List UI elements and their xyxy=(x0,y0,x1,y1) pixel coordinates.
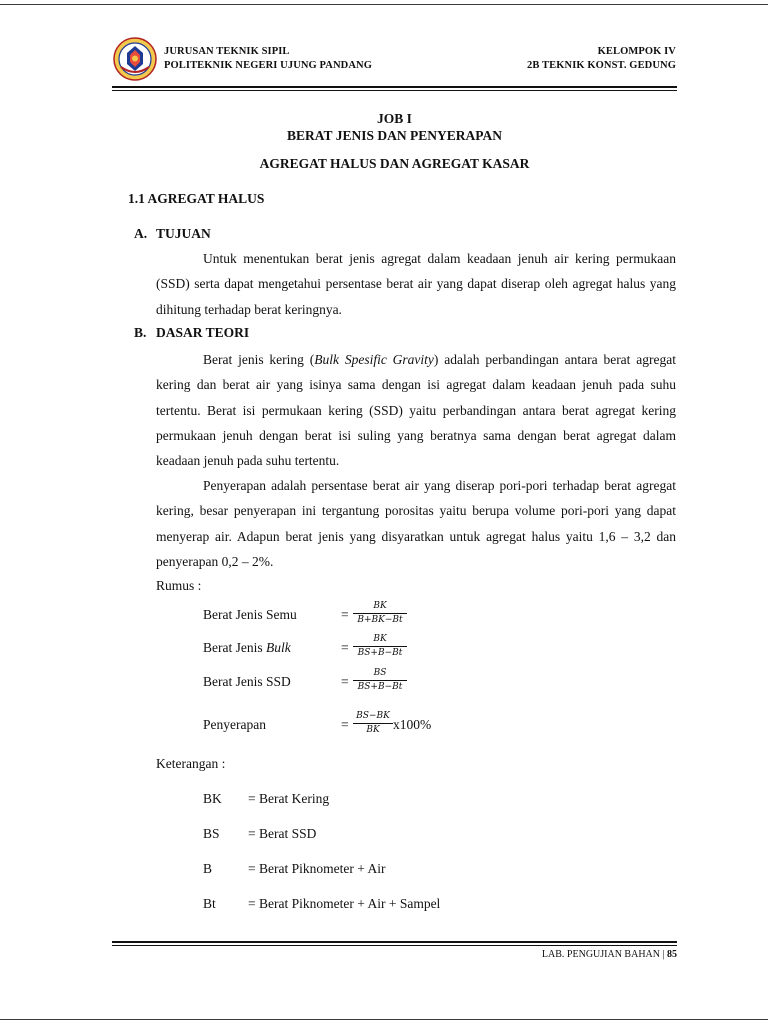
footer-lab-name: LAB. PENGUJIAN BAHAN xyxy=(541,949,660,960)
numerator: BK xyxy=(353,634,407,647)
legend-definition: = Berat Kering xyxy=(248,791,330,806)
section-title: TUJUAN xyxy=(156,226,211,241)
section-heading-dasar-teori xyxy=(134,325,249,341)
denominator: BS+B−Bt xyxy=(357,682,403,692)
numerator: BK xyxy=(353,601,407,614)
formula-label-semu: Berat Jenis Semu xyxy=(203,607,297,622)
section-heading-tujuan xyxy=(134,226,211,242)
page-number: 85 xyxy=(667,949,677,960)
paragraph-penyerapan: Penyerapan adalah persentase berat air yang diserap pori-pori terhadap berat agregat kering, besar penyerapan ini tergantung porositas yaitu berupa volume pori-pori yang dapat menyerap air. Adapun berat jenis yang disyaratkan untuk agregat halus yaitu 1,6 – 3,2 dan penyerapan 0,2 – 2%. xyxy=(156,478,676,569)
legend-definition: = Berat SSD xyxy=(248,826,317,841)
legend-abbr: BK xyxy=(203,791,222,806)
header-school: POLITEKNIK NEGERI UJUNG PANDANG xyxy=(164,60,372,71)
paragraph-tujuan: Untuk menentukan berat jenis agregat dalam keadaan jenuh air kering permukaan (SSD) serta dapat mengetahui persentase berat air yang dapat diserap oleh agregat halus yang dihitung terhadap berat keringnya. xyxy=(156,251,676,317)
numerator: BS−BK xyxy=(353,711,393,724)
keterangan-label: Keterangan : xyxy=(156,756,226,771)
header-class: 2B TEKNIK KONST. GEDUNG xyxy=(527,60,676,71)
document-subtitle: AGREGAT HALUS DAN AGREGAT KASAR xyxy=(259,156,530,171)
page-bottom-border xyxy=(0,1019,768,1020)
header-divider-thin xyxy=(112,90,677,91)
formula-fraction-semu xyxy=(353,601,407,626)
paragraph-berat-jenis: Berat jenis kering (Bulk Spesific Gravity) adalah perbandingan antara berat agregat kering dan berat air yang isinya sama dengan isi agregat dalam keadaan jenuh pada suhu tertentu. Berat isi permukaan kering (SSD) yaitu perbandingan antara berat agregat kering permukaan jenuh dengan berat isi suling yang beratnya sama dengan berat agregat dalam keadaan jenuh pada suhu tertentu. xyxy=(156,352,676,469)
formula-label-ssd: Berat Jenis SSD xyxy=(203,674,291,689)
legend-abbr: BS xyxy=(203,826,220,841)
footer-divider xyxy=(112,941,677,943)
legend-definition: = Berat Piknometer + Air + Sampel xyxy=(248,896,441,911)
formula-suffix: x100% xyxy=(393,717,432,732)
formula-fraction-bulk xyxy=(353,634,407,659)
polytechnic-logo-icon xyxy=(113,37,157,81)
denominator: BK xyxy=(366,725,380,735)
header-group-name: KELOMPOK IV xyxy=(597,46,676,57)
document-title: BERAT JENIS DAN PENYERAPAN xyxy=(287,128,502,143)
numerator: BS xyxy=(353,668,407,681)
section-letter: A. xyxy=(134,226,148,241)
denominator: BS+B−Bt xyxy=(357,648,403,658)
formula-equals: = xyxy=(341,674,349,689)
formula-equals: = xyxy=(341,640,349,655)
section-title: DASAR TEORI xyxy=(156,325,250,340)
header-department: JURUSAN TEKNIK SIPIL xyxy=(164,46,290,57)
formula-fraction-ssd xyxy=(353,668,407,693)
formula-label-penyerapan: Penyerapan xyxy=(203,717,266,732)
section-letter: B. xyxy=(134,325,147,340)
page-footer xyxy=(542,948,677,961)
job-title: JOB I xyxy=(377,111,412,126)
formula-equals: = xyxy=(341,717,349,732)
rumus-label: Rumus : xyxy=(156,578,202,593)
formula-label-bulk: Berat Jenis Bulk xyxy=(203,640,291,655)
denominator: B+BK−Bt xyxy=(357,615,403,625)
header-group xyxy=(527,45,676,73)
formula-fraction-penyerapan xyxy=(353,711,393,736)
footer-separator: | xyxy=(659,949,667,960)
section-heading-agregat-halus: 1.1 AGREGAT HALUS xyxy=(128,191,265,206)
header-institution xyxy=(164,45,372,73)
legend-definition: = Berat Piknometer + Air xyxy=(248,861,386,876)
italic-term: Bulk Spesific Gravity xyxy=(314,352,434,367)
footer-divider-thin xyxy=(112,945,677,946)
legend-abbr: B xyxy=(203,861,213,876)
formula-equals: = xyxy=(341,607,349,622)
legend-abbr: Bt xyxy=(203,896,216,911)
header-divider xyxy=(112,86,677,88)
page-top-border xyxy=(0,4,768,5)
